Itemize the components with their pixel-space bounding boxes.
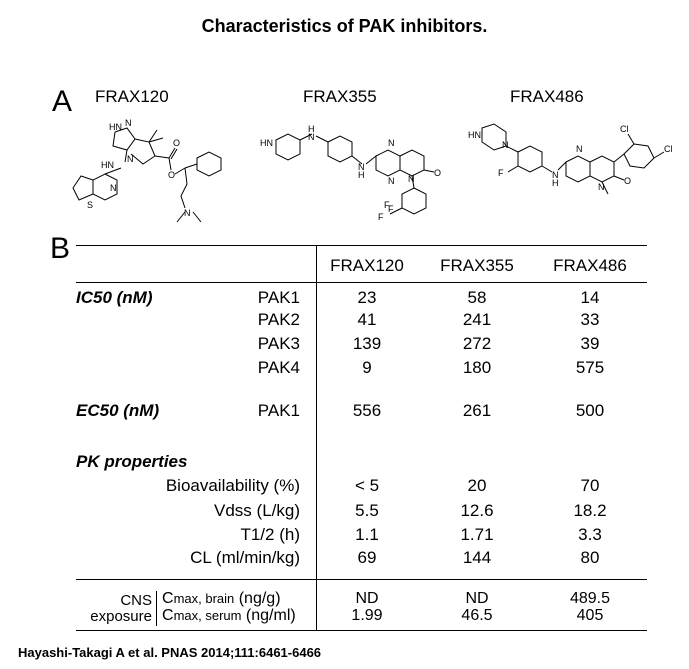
frax120-structure	[65, 112, 250, 227]
atom-o: O	[624, 176, 632, 186]
atom-n: N	[502, 140, 509, 150]
table-cell: 20	[467, 476, 487, 495]
figure-title: Characteristics of PAK inhibitors.	[201, 16, 488, 36]
atom-n: N	[308, 132, 315, 142]
cmax-subscript: max, serum	[173, 608, 242, 623]
atom-cl: Cl	[664, 144, 673, 154]
table-cell: 139	[352, 334, 382, 353]
table-cell: 70	[580, 476, 600, 495]
table-cell: 23	[357, 288, 377, 307]
table-cell: 272	[462, 334, 492, 353]
atom-hn: HN	[468, 130, 481, 140]
row-target-pak1-ec50: PAK1	[257, 401, 300, 420]
table-cell: 489.5	[569, 590, 611, 607]
atom-n: N	[408, 174, 415, 184]
atom-f: F	[384, 200, 390, 210]
row-target-pak1: PAK1	[257, 288, 300, 307]
atom-h: H	[358, 170, 365, 180]
table-cns-rule	[76, 579, 647, 580]
table-cell: 58	[467, 288, 487, 307]
atom-n: N	[184, 208, 191, 218]
atom-n: N	[552, 170, 559, 180]
panel-b-label: B	[50, 232, 71, 265]
table-cell: 500	[575, 401, 605, 420]
table-top-rule	[76, 245, 647, 246]
atom-n: N	[576, 144, 583, 154]
atom-o: O	[173, 138, 181, 148]
table-cell: 3.3	[578, 525, 602, 544]
row-target-pak3: PAK3	[257, 334, 300, 353]
atom-cl: Cl	[620, 124, 629, 134]
frax355-structure	[258, 118, 458, 223]
cmax-symbol: C	[162, 590, 174, 607]
atom-n: N	[125, 118, 132, 128]
table-cell: 9	[362, 358, 372, 377]
table-cell: 39	[580, 334, 600, 353]
table-cell: 12.6	[460, 501, 494, 520]
cmax-subscript: max, brain	[173, 591, 235, 606]
table-cell: < 5	[354, 476, 380, 495]
table-cell: 144	[462, 548, 492, 567]
table-divider	[316, 245, 317, 630]
table-cell: 80	[580, 548, 600, 567]
table-cell: 41	[357, 310, 377, 329]
cmax-unit: (ng/g)	[238, 590, 281, 607]
row-target-pak2: PAK2	[257, 310, 300, 329]
compound-name-frax355: FRAX355	[303, 87, 377, 106]
atom-n: N	[598, 182, 605, 192]
table-header-rule	[76, 282, 647, 283]
table-cell: ND	[355, 590, 379, 607]
cmax-serum-label	[162, 607, 296, 625]
atom-h: H	[552, 178, 559, 188]
column-header-frax486: FRAX486	[553, 256, 627, 275]
table-cell: 33	[580, 310, 600, 329]
section-label-pk: PK properties	[76, 452, 188, 471]
cns-label-line2: exposure	[90, 608, 152, 625]
table-cell: 69	[357, 548, 377, 567]
atom-hn: HN	[101, 160, 114, 170]
table-cell: 575	[575, 358, 605, 377]
table-cell: 5.5	[355, 501, 379, 520]
atom-n: N	[388, 176, 395, 186]
column-header-frax355: FRAX355	[440, 256, 514, 275]
compound-name-frax486: FRAX486	[510, 87, 584, 106]
table-cell: 1.71	[460, 525, 494, 544]
table-cell: 261	[462, 401, 492, 420]
table-cell: 18.2	[573, 501, 607, 520]
table-bottom-rule	[76, 630, 647, 631]
table-cell: 241	[462, 310, 492, 329]
atom-s: S	[87, 200, 94, 210]
table-cell: 180	[462, 358, 492, 377]
row-label-bioavailability: Bioavailability (%)	[165, 476, 300, 495]
table-cell: 1.99	[351, 607, 383, 624]
row-label-clearance: CL (ml/min/kg)	[190, 548, 300, 567]
row-label-half-life: T1/2 (h)	[240, 525, 300, 544]
atom-n: N	[110, 183, 117, 193]
section-label-ec50: EC50 (nM)	[76, 401, 160, 420]
table-cell: 1.1	[355, 525, 379, 544]
atom-n: N	[127, 154, 134, 164]
atom-o: O	[168, 170, 176, 180]
atom-hn: HN	[109, 122, 122, 132]
table-cell: 405	[576, 607, 604, 624]
atom-f: F	[378, 212, 384, 222]
atom-hn: HN	[260, 138, 273, 148]
citation: Hayashi-Takagi A et al. PNAS 2014;111:6461-6466	[18, 645, 322, 660]
table-cell: 556	[352, 401, 382, 420]
compound-name-frax120: FRAX120	[95, 87, 169, 106]
atom-o: O	[434, 168, 442, 178]
panel-a-label: A	[52, 85, 73, 118]
cmax-symbol: C	[162, 607, 174, 624]
atom-nh: H	[308, 124, 315, 134]
table-cell: 46.5	[461, 607, 493, 624]
atom-f: F	[388, 204, 394, 214]
cmax-brain-label	[162, 590, 281, 608]
row-target-pak4: PAK4	[257, 358, 300, 377]
cmax-unit: (ng/ml)	[245, 607, 296, 624]
atom-f: F	[498, 168, 504, 178]
row-label-vdss: Vdss (L/kg)	[214, 501, 300, 520]
atom-n: N	[388, 138, 395, 148]
frax486-structure	[468, 118, 678, 203]
table-cell: 14	[580, 288, 600, 307]
table-cell: ND	[465, 590, 489, 607]
cns-bracket	[156, 591, 157, 626]
cns-label-line1: CNS	[120, 592, 152, 609]
column-header-frax120: FRAX120	[330, 256, 404, 275]
atom-n: N	[358, 162, 365, 172]
section-label-ic50: IC50 (nM)	[76, 288, 153, 307]
